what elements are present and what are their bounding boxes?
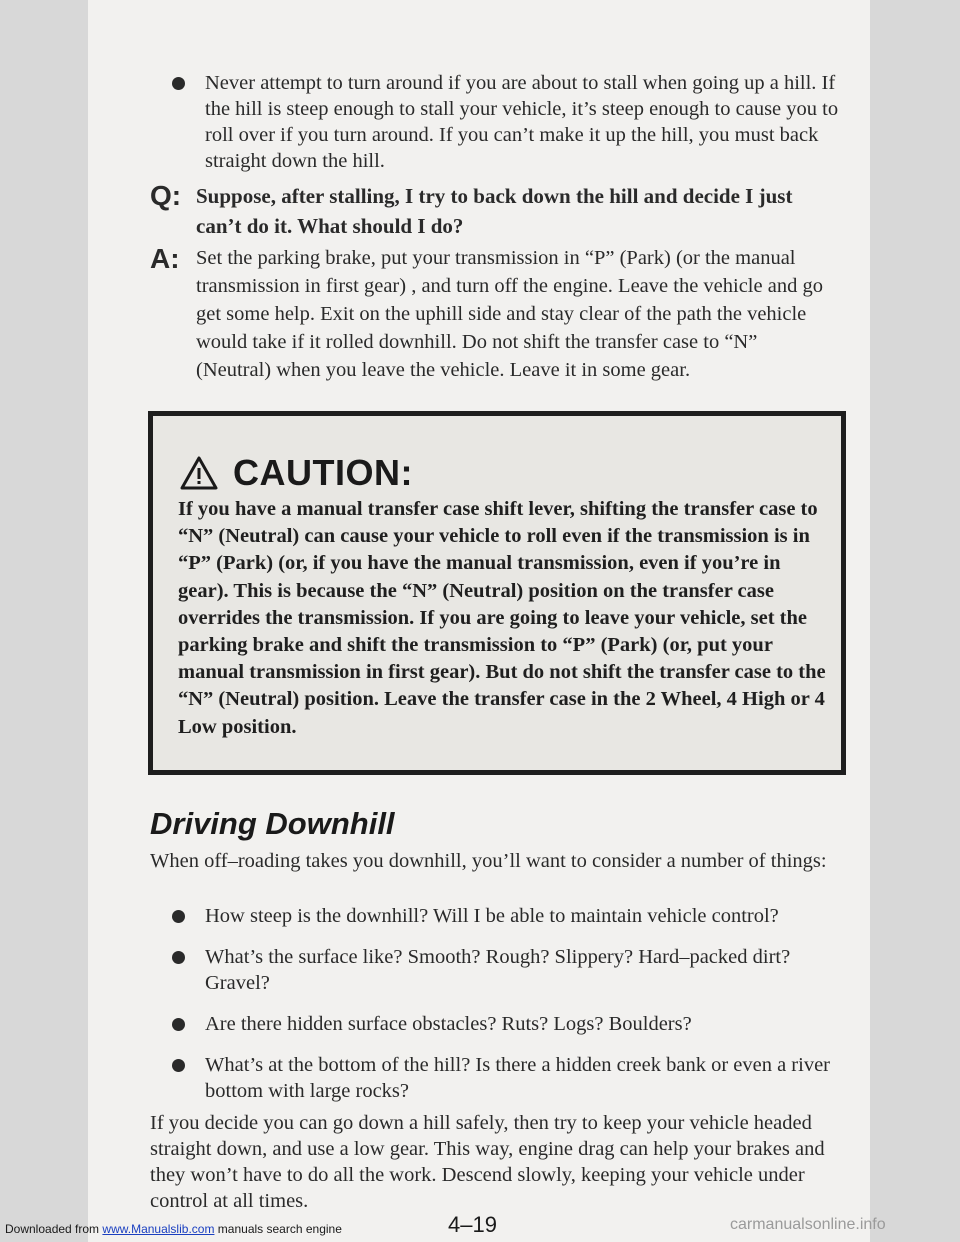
manualslib-link[interactable]: www.Manualslib.com <box>102 1222 215 1236</box>
question-text: Suppose, after stalling, I try to back down the hill and decide I just can’t do it. What should I do? <box>196 184 793 238</box>
left-scan-margin <box>0 0 88 1242</box>
bullet-icon <box>172 1018 185 1031</box>
right-scan-margin <box>870 0 960 1242</box>
caution-title: CAUTION: <box>233 452 413 493</box>
section-heading: Driving Downhill <box>150 806 395 841</box>
top-bullet <box>172 70 852 174</box>
bullet-icon <box>172 951 185 964</box>
footer-prefix: Downloaded from <box>5 1222 100 1236</box>
bullet-icon <box>172 77 185 90</box>
top-bullet-text: Never attempt to turn around if you are about to stall when going up a hill. If the hill is steep enough to stall your vehicle, it’s steep enough to cause you to roll over if you turn around. If you can’t make it up the hill, you must back straight down the hill. <box>205 72 839 172</box>
question-block <box>150 181 836 241</box>
page-number: 4–19 <box>448 1212 497 1237</box>
list-item <box>172 944 852 996</box>
list-item <box>172 1011 852 1037</box>
footer-suffix: manuals search engine <box>217 1222 342 1236</box>
caution-box <box>148 411 846 775</box>
list-item-text: What’s the surface like? Smooth? Rough? Slippery? Hard–packed dirt? Gravel? <box>205 946 791 994</box>
section-closing: If you decide you can go down a hill safely, then try to keep your vehicle headed straight down, and use a low gear. This way, engine drag can help your brakes and they won’t have to do all the work. Descend slowly, keeping your vehicle under control at all times. <box>150 1112 825 1212</box>
list-item-text: What’s at the bottom of the hill? Is there a hidden creek bank or even a river bottom with large rocks? <box>205 1054 831 1102</box>
watermark: carmanualsonline.info <box>730 1216 886 1233</box>
list-item-text: How steep is the downhill? Will I be able to maintain vehicle control? <box>205 905 779 927</box>
answer-block <box>150 244 836 384</box>
warning-triangle-icon <box>179 455 219 491</box>
bullet-icon <box>172 1059 185 1072</box>
bullet-icon <box>172 910 185 923</box>
a-label: A: <box>150 243 180 274</box>
answer-text: Set the parking brake, put your transmission in “P” (Park) (or the manual transmission in first gear) , and turn off the engine. Leave the vehicle and go get some help. Exit on the uphill side and stay clear of the path the vehicle would take if it rolled downhill. Do not shift the transfer case to “N” (Neutral) when you leave the vehicle. Leave it in some gear. <box>196 247 823 381</box>
caution-text: If you have a manual transfer case shift lever, shifting the transfer case to “N” (Neutral) can cause your vehicle to roll even if the transmission is in “P” (Park) (or, if you have the manual transmission, even if you’re in gear). This is because the “N” (Neutral) position on the transfer case overrides the transmission. If you are going to leave your vehicle, set the parking brake and shift the transmission to “P” (Park) (or, put your manual transmission in first gear). But do not shift the transfer case to the “N” (Neutral) position. Leave the transfer case in the 2 Wheel, 4 High or 4 Low position. <box>178 498 826 738</box>
q-label: Q: <box>150 180 182 211</box>
list-item <box>172 903 852 929</box>
download-footer <box>5 1222 342 1236</box>
section-intro: When off–roading takes you downhill, you’ll want to consider a number of things: <box>150 850 827 872</box>
list-item-text: Are there hidden surface obstacles? Ruts? Logs? Boulders? <box>205 1013 692 1035</box>
caution-header <box>179 452 413 494</box>
list-item <box>172 1052 852 1104</box>
